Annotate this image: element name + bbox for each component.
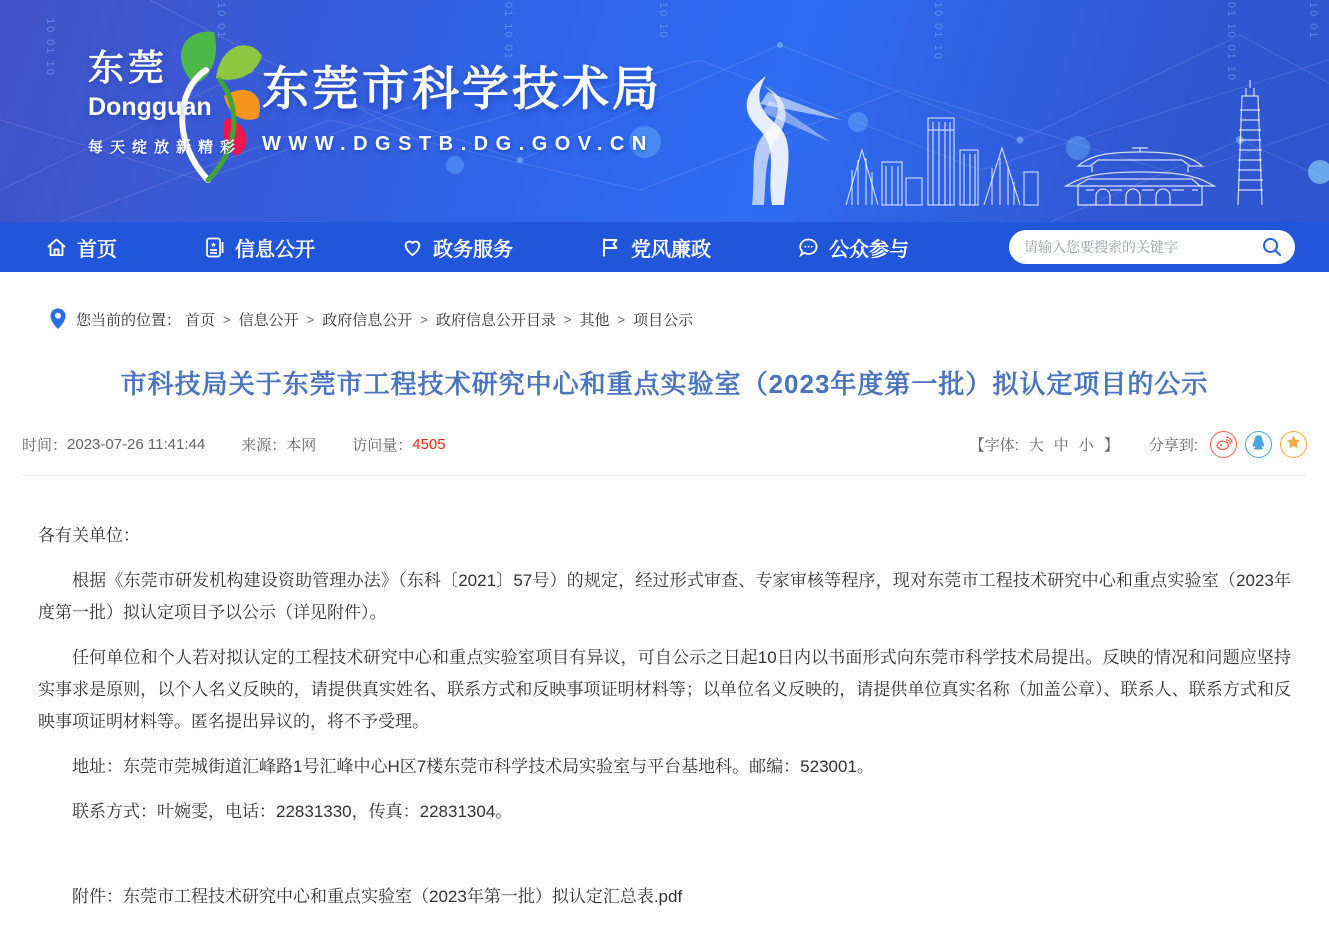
search-input[interactable] [1009, 230, 1295, 264]
font-size-control [970, 434, 1119, 455]
gate-tower-graphic [1066, 148, 1214, 205]
site-url: WWW.DGSTB.DG.GOV.CN [262, 133, 654, 155]
svg-text:10 01: 10 01 [215, 2, 227, 40]
paragraph-basis: 根据《东莞市研发机构建设资助管理办法》（东科〔2021〕57号）的规定，经过形式审查、专家审核等程序，现对东莞市工程技术研究中心和重点实验室（2023年度第一批）拟认定项目予以公示（详见附件）。 [38, 571, 1291, 622]
meta-source-label: 来源： [241, 437, 287, 454]
qq-penguin-icon [1250, 434, 1267, 455]
attachment-line [38, 881, 1291, 913]
paragraph-address: 地址：东莞市莞城街道汇峰路1号汇峰中心H区7楼东莞市科学技术局实验室与平台基地科。邮编：523001。 [72, 757, 874, 776]
logo-city-name-en: Dongguan [88, 93, 212, 121]
meta-views [352, 434, 445, 455]
font-size-prefix: 【字体: [969, 437, 1019, 454]
svg-text:10 10: 10 10 [657, 2, 669, 40]
nav-item-label: 首页 [77, 238, 117, 261]
svg-text:10 01 10: 10 01 10 [44, 18, 56, 77]
breadcrumb-item-info-disclosure[interactable]: 信息公开 [238, 311, 299, 329]
nav-item-label: 政务服务 [433, 238, 513, 261]
paragraph-contact: 联系方式：叶婉雯，电话：22831330，传真：22831304。 [72, 802, 513, 821]
breadcrumb-separator: > [223, 311, 231, 327]
article-meta-row [22, 431, 1307, 476]
document-icon [203, 236, 226, 259]
font-size-medium-button[interactable]: 中 [1053, 437, 1069, 454]
breadcrumb [50, 308, 1329, 330]
site-name: 东莞市科学技术局 [262, 62, 662, 115]
location-pin-icon [50, 308, 66, 330]
svg-text:10 01 10: 10 01 10 [932, 2, 944, 61]
main-nav [0, 222, 1329, 272]
meta-views-value: 4505 [412, 436, 446, 453]
attachment-label: 附件： [72, 887, 123, 906]
nav-item-home[interactable] [45, 233, 117, 262]
meta-time [22, 434, 205, 455]
share-qq-button[interactable] [1245, 431, 1272, 458]
nav-item-label: 公众参与 [829, 238, 909, 261]
svg-text:01 10 01: 01 10 01 [502, 2, 514, 61]
skyline-graphic [846, 118, 1038, 205]
nav-item-party-conduct[interactable] [599, 233, 711, 262]
flag-icon [599, 236, 622, 259]
breadcrumb-item-project-publicity[interactable]: 项目公示 [633, 311, 694, 329]
nav-item-label: 党风廉政 [631, 238, 711, 261]
nav-item-public-participation[interactable] [797, 233, 909, 262]
search-button[interactable] [1261, 236, 1283, 258]
svg-text:10 01: 10 01 [1307, 2, 1319, 40]
attachment-pdf-link[interactable]: 东莞市工程技术研究中心和重点实验室（2023年第一批）拟认定汇总表.pdf [123, 887, 683, 906]
home-icon [45, 236, 68, 259]
breadcrumb-item-gov-info-catalog[interactable]: 政府信息公开目录 [435, 311, 556, 329]
font-size-small-button[interactable]: 小 [1078, 437, 1094, 454]
weibo-icon [1215, 434, 1233, 456]
article-body [0, 520, 1329, 913]
breadcrumb-label: 您当前的位置： [76, 311, 182, 329]
star-icon [1285, 434, 1302, 455]
meta-source [241, 434, 316, 455]
breadcrumb-item-other[interactable]: 其他 [579, 311, 610, 329]
nav-item-info-disclosure[interactable] [203, 233, 315, 262]
article-meta-right [970, 431, 1307, 458]
page-title: 市科技局关于东莞市工程技术研究中心和重点实验室（2023年度第一批）拟认定项目的公示 [120, 369, 1209, 399]
meta-time-value: 2023-07-26 11:41:44 [67, 436, 206, 453]
chat-icon [797, 236, 820, 259]
logo-city-name-cn: 东莞 [88, 47, 169, 88]
article-meta-left [22, 434, 482, 455]
share-label: 分享到: [1148, 437, 1198, 454]
breadcrumb-item-gov-info[interactable]: 政府信息公开 [322, 311, 413, 329]
nav-search [1009, 230, 1295, 264]
site-logo[interactable] [88, 40, 242, 157]
breadcrumb-separator: > [306, 311, 315, 327]
meta-source-value: 本网 [286, 437, 317, 454]
sculpture-graphic [747, 76, 842, 205]
breadcrumb-item-home[interactable]: 首页 [185, 311, 216, 329]
heart-icon [401, 236, 424, 259]
svg-text:01 10 01 10: 01 10 01 10 [1225, 2, 1237, 83]
breadcrumb-separator: > [563, 311, 572, 327]
header-banner [0, 0, 1329, 222]
share-weibo-button[interactable] [1210, 431, 1237, 458]
breadcrumb-separator: > [617, 311, 626, 327]
site-title-block [262, 52, 662, 156]
meta-time-label: 时间： [22, 437, 68, 454]
font-size-large-button[interactable]: 大 [1028, 437, 1044, 454]
paragraph-objection: 任何单位和个人若对拟认定的工程技术研究中心和重点实验室项目有异议，可自公示之日起10日内以书面形式向东莞市科学技术局提出。反映的情况和问题应坚持实事求是原则，以个人名义反映的，请提供真实姓名、联系方式和反映事项证明材料等；以单位名义反映的，请提供单位真实名称（加盖公章）、联系人、联系方式和反映事项证明材料等。匿名提出异议的，将不予受理。 [38, 648, 1291, 731]
logo-slogan: 每天绽放新精彩 [88, 139, 243, 156]
search-icon [1261, 246, 1283, 261]
nav-item-gov-services[interactable] [401, 233, 513, 262]
share-favorite-button[interactable] [1280, 431, 1307, 458]
breadcrumb-separator: > [420, 311, 428, 327]
nav-item-label: 信息公开 [235, 238, 315, 261]
font-size-suffix: 】 [1103, 437, 1119, 454]
paragraph-salutation: 各有关单位： [38, 526, 140, 545]
meta-views-label: 访问量： [352, 437, 413, 454]
